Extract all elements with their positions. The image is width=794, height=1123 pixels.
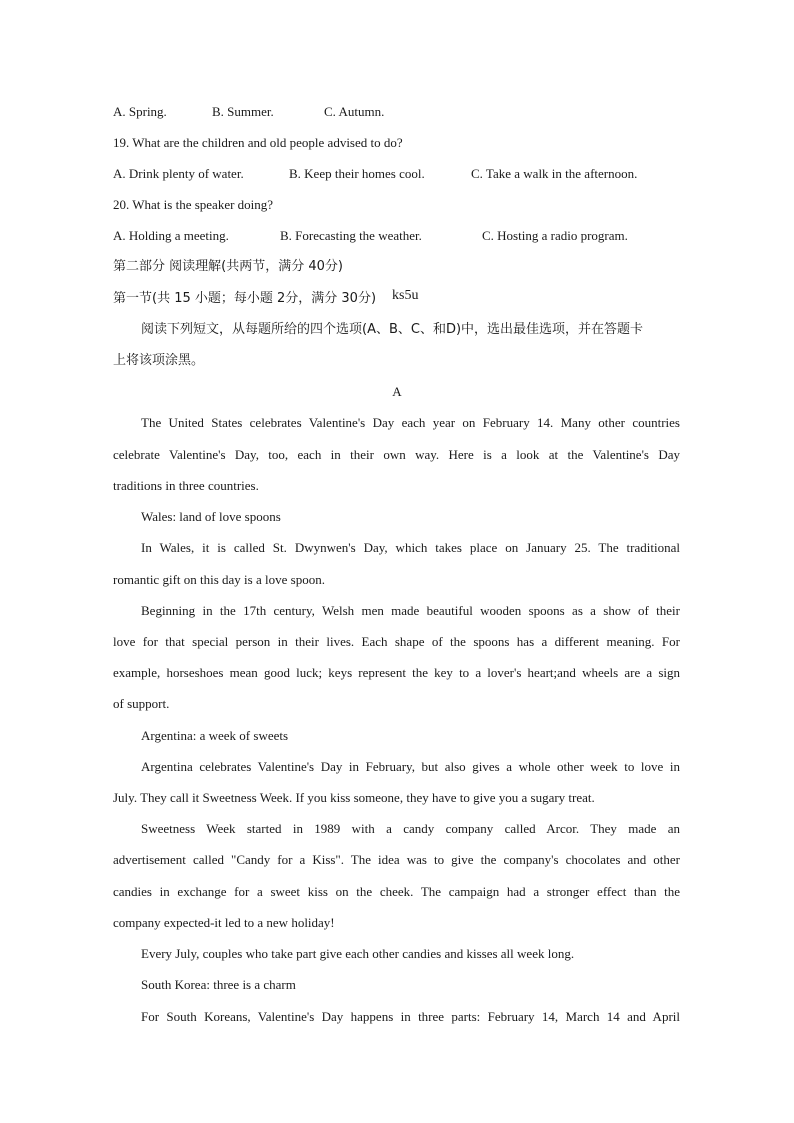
q18-option-a: A. Spring. — [113, 104, 167, 119]
instruction-line-1: 阅读下列短文，从每题所给的四个选项(A、B、C、和D)中，选出最佳选项，并在答题卡 — [141, 322, 644, 337]
q20-option-a: A. Holding a meeting. — [113, 228, 229, 243]
subheading-south-korea: South Korea: three is a charm — [141, 977, 296, 992]
passage-line: Every July, couples who take part give each other candies and kisses all week long. — [141, 946, 575, 961]
passage-line: celebrate Valentine's Day, too, each in their own way. Here is a look at the Valentine's Day — [113, 447, 680, 462]
passage-line: The United States celebrates Valentine's Day each year on February 14. Many other countries — [141, 415, 680, 430]
q20-question: 20. What is the speaker doing? — [113, 197, 274, 212]
passage-line: For South Koreans, Valentine's Day happens in three parts: February 14, March 14 and April — [141, 1009, 680, 1024]
passage-line: Sweetness Week started in 1989 with a candy company called Arcor. They made an — [141, 821, 680, 836]
q20-option-c: C. Hosting a radio program. — [482, 228, 628, 243]
passage-line: traditions in three countries. — [113, 478, 259, 493]
passage-line: romantic gift on this day is a love spoon. — [113, 572, 325, 587]
instruction-line-2: 上将该项涂黑。 — [113, 353, 205, 368]
passage-line: advertisement called "Candy for a Kiss". The idea was to give the company's chocolates and other — [113, 852, 680, 867]
q20-option-b: B. Forecasting the weather. — [280, 228, 422, 243]
passage-line: Beginning in the 17th century, Welsh men made beautiful wooden spoons as a show of their — [141, 603, 680, 618]
watermark-text: ks5u — [392, 288, 419, 303]
passage-line: In Wales, it is called St. Dwynwen's Day, which takes place on January 25. The traditional — [141, 540, 680, 555]
q19-question: 19. What are the children and old people advised to do? — [113, 135, 403, 150]
passage-line: candies in exchange for a sweet kiss on the cheek. The campaign had a stronger effect than the — [113, 884, 680, 899]
q19-option-c: C. Take a walk in the afternoon. — [471, 166, 638, 181]
passage-line: company expected-it led to a new holiday! — [113, 915, 335, 930]
q18-option-b: B. Summer. — [212, 104, 274, 119]
passage-line: of support. — [113, 696, 170, 711]
passage-letter: A — [392, 384, 402, 399]
q18-option-c: C. Autumn. — [324, 104, 385, 119]
part2-heading: 第二部分 阅读理解(共两节，满分 40分) — [113, 259, 343, 274]
subheading-wales: Wales: land of love spoons — [141, 509, 281, 524]
subheading-argentina: Argentina: a week of sweets — [141, 728, 289, 743]
q19-option-a: A. Drink plenty of water. — [113, 166, 244, 181]
passage-line: July. They call it Sweetness Week. If you kiss someone, they have to give you a sugary treat. — [113, 790, 595, 805]
q19-option-b: B. Keep their homes cool. — [289, 166, 425, 181]
section1-heading: 第一节(共 15 小题；每小题 2分，满分 30分) — [113, 291, 377, 306]
passage-line: example, horseshoes mean good luck; keys represent the key to a lover's heart;and wheels are a sign — [113, 665, 680, 680]
passage-line: Argentina celebrates Valentine's Day in February, but also gives a whole other week to love in — [141, 759, 680, 774]
passage-line: love for that special person in their lives. Each shape of the spoons has a different meaning. For — [113, 634, 680, 649]
